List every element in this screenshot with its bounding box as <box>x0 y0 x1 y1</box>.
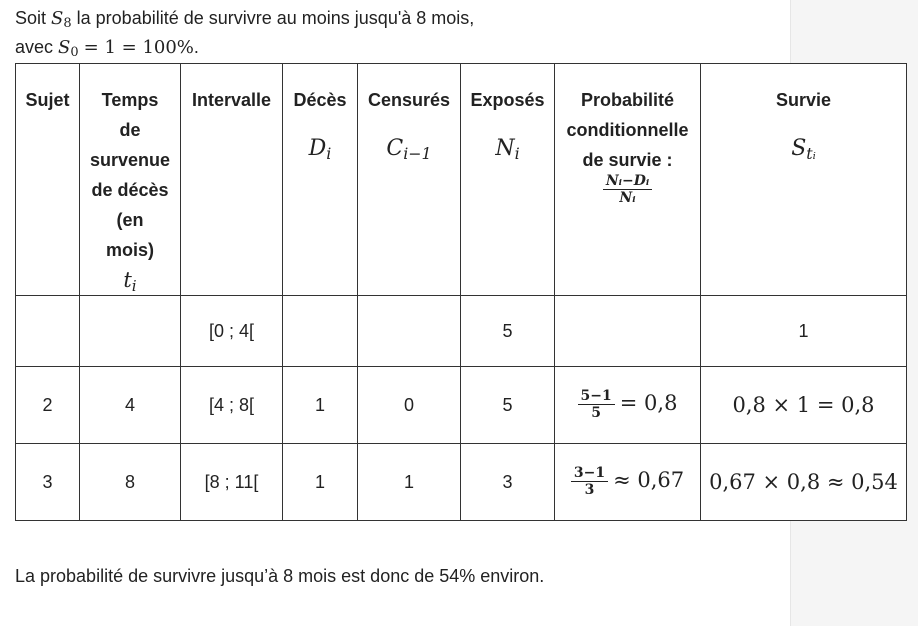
cell-survie: 0,8 × 1 = 0,8 <box>701 367 907 444</box>
cell-temps: 8 <box>80 444 181 521</box>
table-header-row <box>16 64 907 296</box>
cell-sujet: 3 <box>16 444 80 521</box>
cell-probabilite <box>555 296 701 367</box>
cell-deces: 1 <box>283 444 358 521</box>
cell-exposes: 3 <box>461 444 555 521</box>
header-temps: Temps de survenue de décès (en mois) $t_i$ <box>80 64 181 296</box>
header-exposes: Exposés $N_i$ <box>461 64 555 296</box>
cell-deces <box>283 296 358 367</box>
cell-censures <box>358 296 461 367</box>
cell-intervalle: [0 ; 4[ <box>181 296 283 367</box>
header-probabilite: Probabilité conditionnelle de survie : $\frac{\text{Nᵢ−Dᵢ}}{\text{Nᵢ}}$ <box>555 64 701 296</box>
cell-sujet <box>16 296 80 367</box>
cell-exposes: 5 <box>461 296 555 367</box>
header-deces: Décès $D_i$ <box>283 64 358 296</box>
cell-probabilite: $\frac{3-1}{3}$ ≈ 0,67 <box>555 444 701 521</box>
header-censures: Censurés $C_{i-1}$ <box>358 64 461 296</box>
cell-censures: 1 <box>358 444 461 521</box>
cell-temps: 4 <box>80 367 181 444</box>
symbol-s8: $S_8$ <box>51 8 72 32</box>
header-survie: Survie $S_{tᵢ}$ <box>701 64 907 296</box>
conclusion-text: La probabilité de survivre jusqu’à 8 mois est donc de 54% environ. <box>15 566 545 586</box>
cell-sujet: 2 <box>16 367 80 444</box>
cell-temps <box>80 296 181 367</box>
header-intervalle: Intervalle <box>181 64 283 296</box>
intro-line-2: avec $S_0 = 1 = 100\%$. <box>15 37 199 61</box>
header-proba-fraction: $\frac{\text{Nᵢ−Dᵢ}}{\text{Nᵢ}}$ <box>603 174 652 206</box>
cell-survie: 1 <box>701 296 907 367</box>
cell-exposes: 5 <box>461 367 555 444</box>
cell-intervalle: [8 ; 11[ <box>181 444 283 521</box>
table-row <box>16 296 907 367</box>
intro-line-1: Soit $S_8$ la probabilité de survivre au moins jusqu'à 8 mois, <box>15 8 475 32</box>
header-sujet: Sujet <box>16 64 80 296</box>
table-row <box>16 367 907 444</box>
table-row <box>16 444 907 521</box>
cell-probabilite: $\frac{5-1}{5}$ = 0,8 <box>555 367 701 444</box>
cell-censures: 0 <box>358 367 461 444</box>
cell-survie: 0,67 × 0,8 ≈ 0,54 <box>701 444 907 521</box>
cell-intervalle: [4 ; 8[ <box>181 367 283 444</box>
intro-text <box>15 4 474 62</box>
survival-table <box>15 63 907 521</box>
cell-deces: 1 <box>283 367 358 444</box>
symbol-s0: $S_0$ <box>58 37 79 61</box>
